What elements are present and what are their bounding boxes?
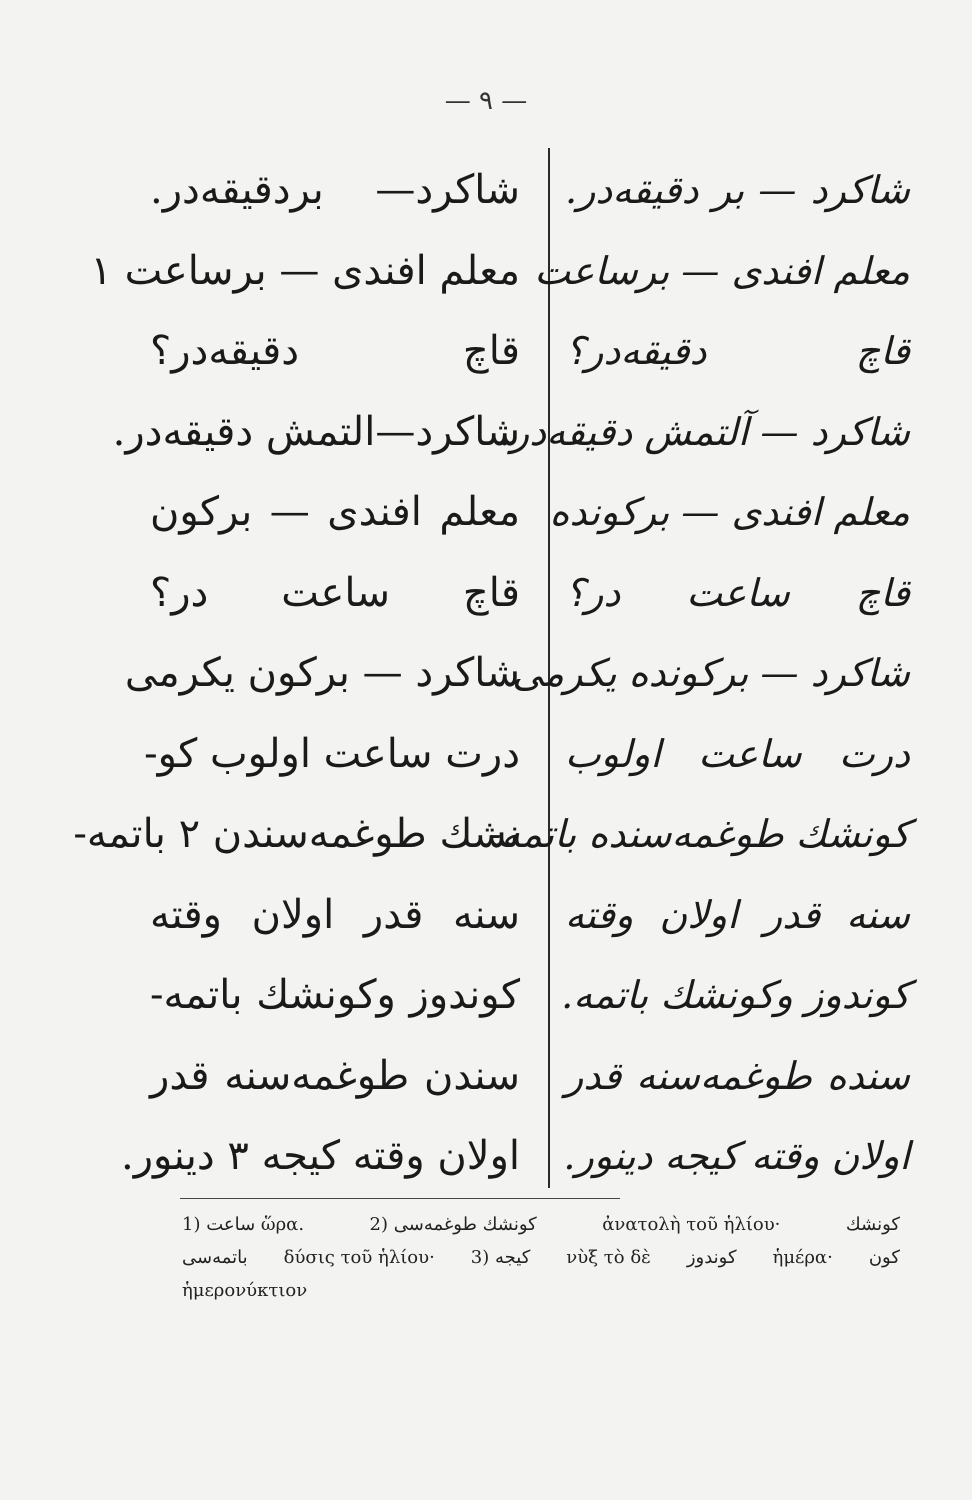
footnote-segment: δύσις τοῦ ἡλίου· bbox=[283, 1247, 435, 1268]
footnote-rule bbox=[180, 1198, 620, 1199]
page-number: — ٩ — bbox=[444, 86, 528, 116]
text-line: كوندوز وكونشك باتمه- bbox=[150, 972, 520, 1018]
text-line: قاچ دقيقه‌در؟ bbox=[150, 328, 520, 374]
footnote-line-2 bbox=[182, 1241, 900, 1274]
text-line: اولان وقته كيجه ٣ دينور. bbox=[120, 1133, 520, 1179]
footnote-segment: كون bbox=[868, 1247, 900, 1268]
footnote-segment: كوندوز bbox=[686, 1247, 737, 1268]
text-line: معلم افندى — بركونده bbox=[549, 490, 910, 534]
text-line: شاكرد — بر دقيقه‌در. bbox=[565, 168, 910, 212]
text-line: سنه قدر اولان وقته bbox=[150, 891, 520, 938]
footnote-segment: ἡμέρα· bbox=[772, 1247, 833, 1268]
text-line: معلم افندى — بركون bbox=[150, 489, 520, 535]
footnotes bbox=[182, 1208, 900, 1307]
text-line: معلم افندى — برساعت bbox=[534, 248, 910, 293]
text-line: قاچ ساعت در؟ bbox=[565, 570, 910, 615]
footnote-line-3 bbox=[182, 1274, 900, 1307]
text-line: شاكرد — بركونده يكرمى bbox=[512, 651, 910, 695]
text-line: شاكرد — بركون يكرمى bbox=[124, 650, 520, 696]
footnote-segment: باتمه‌سى bbox=[182, 1247, 248, 1268]
text-line: كونشك طوغمه‌سنده باتمه- bbox=[488, 812, 910, 856]
text-line: نشك طوغمه‌سندن ٢ باتمه- bbox=[73, 811, 520, 857]
footnote-segment: كونشك bbox=[845, 1214, 900, 1235]
right-column-text bbox=[488, 150, 910, 1197]
text-line: سنه قدر اولان وقته bbox=[565, 892, 910, 937]
text-line: قاچ ساعت در؟ bbox=[150, 569, 520, 616]
footnote-segment: 1) ساعت ὥρα. bbox=[182, 1214, 305, 1235]
text-line: سنده طوغمه‌سنه قدر bbox=[565, 1053, 910, 1098]
text-line: سندن طوغمه‌سنه قدر bbox=[150, 1052, 520, 1099]
text-line: اولان وقته كيجه دينور. bbox=[563, 1134, 910, 1178]
footnote-segment: ἀνατολὴ τοῦ ἡλίου· bbox=[602, 1214, 781, 1235]
text-line: شاكرد—التمش دقيقه‌در. bbox=[112, 408, 520, 455]
text-line: درت ساعت اولوب كو- bbox=[144, 730, 520, 777]
text-line: كوندوز وكونشك باتمه. bbox=[561, 973, 910, 1017]
text-line: معلم افندى — برساعت ١ bbox=[90, 247, 520, 294]
text-line: قاچ دقيقه‌در؟ bbox=[565, 329, 910, 373]
footnote-line-1 bbox=[182, 1208, 900, 1241]
text-line: درت ساعت اولوب bbox=[565, 731, 910, 776]
footnote-segment: 2) كونشك طوغمه‌سى bbox=[369, 1214, 537, 1235]
left-column-text bbox=[73, 150, 520, 1197]
footnote-segment: 3) كيجه bbox=[470, 1247, 531, 1268]
footnote-segment: ἡμερονύκτιον bbox=[182, 1280, 308, 1301]
text-line: شاكرد— بردقيقه‌در. bbox=[150, 167, 520, 213]
text-line: شاكرد — آلتمش دقيقه‌در. bbox=[498, 409, 910, 454]
footnote-segment: νὺξ τὸ δὲ bbox=[566, 1247, 651, 1268]
